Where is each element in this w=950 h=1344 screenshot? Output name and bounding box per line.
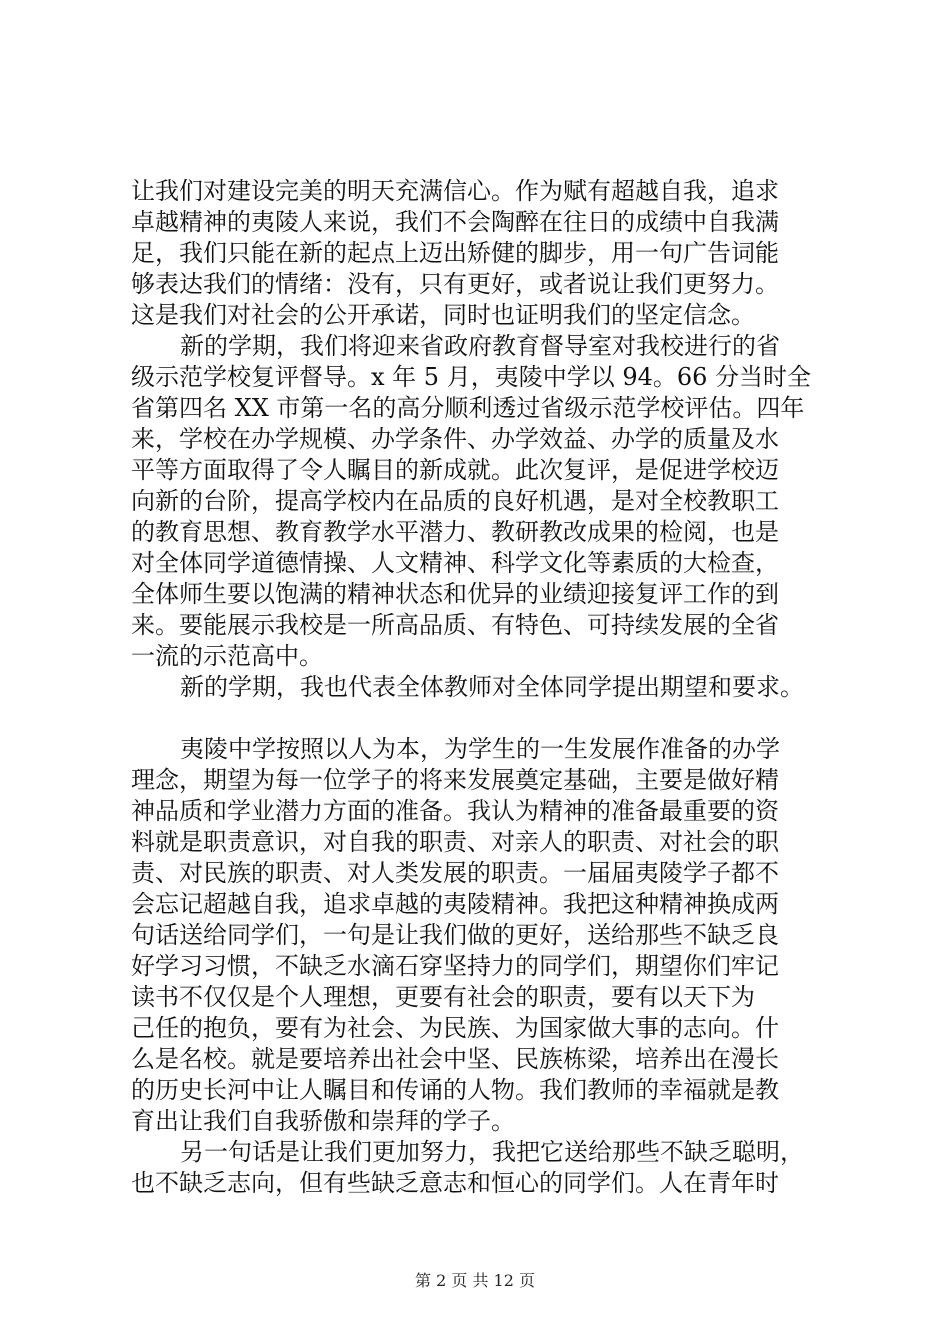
text-line: 这是我们对社会的公开承诺，同时也证明我们的坚定信念。 (131, 301, 755, 329)
text-line: 另一句话是让我们更加努力，我把它送给那些不缺乏聪明， (180, 1138, 804, 1166)
text-line: 卓越精神的夷陵人来说，我们不会陶醉在往日的成绩中自我满 (131, 208, 779, 236)
text-line: 省第四名 XX 市第一名的高分顺利透过省级示范学校评估。四年 (131, 394, 805, 422)
text-line: 够表达我们的情绪：没有，只有更好，或者说让我们更努力。 (131, 270, 779, 298)
text-line: 读书不仅仅是个人理想，更要有社会的职责，要有以天下为 (131, 983, 755, 1011)
text-line: 对全体同学道德情操、人文精神、科学文化等素质的大检查， (131, 549, 779, 577)
text-line: 好学习习惯，不缺乏水滴石穿坚持力的同学们，期望你们牢记 (131, 952, 779, 980)
text-line: 己任的抱负，要有为社会、为民族、为国家做大事的志向。什 (131, 1014, 779, 1042)
text-line: 向新的台阶，提高学校内在品质的良好机遇，是对全校教职工 (131, 487, 779, 515)
blank-line (131, 703, 831, 734)
text-line: 会忘记超越自我，追求卓越的夷陵精神。我把这种精神换成两 (131, 890, 779, 918)
text-line: 新的学期，我们将迎来省政府教育督导室对我校进行的省 (180, 332, 780, 360)
document-body (131, 176, 831, 1199)
text-line: 来，学校在办学规模、办学条件、办学效益、办学的质量及水 (131, 425, 779, 453)
text-line: 的教育思想、教育教学水平潜力、教研教改成果的检阅，也是 (131, 518, 779, 546)
text-line: 来。要能展示我校是一所高品质、有特色、可持续发展的全省 (131, 611, 779, 639)
text-line: 足，我们只能在新的起点上迈出矫健的脚步，用一句广告词能 (131, 239, 779, 267)
text-line: 夷陵中学按照以人为本，为学生的一生发展作准备的办学 (180, 735, 780, 763)
text-line: 平等方面取得了令人瞩目的新成就。此次复评，是促进学校迈 (131, 456, 779, 484)
text-line: 神品质和学业潜力方面的准备。我认为精神的准备最重要的资 (131, 797, 779, 825)
text-line: 新的学期，我也代表全体教师对全体同学提出期望和要求。 (180, 673, 804, 701)
page-footer: 第 2 页 共 12 页 (415, 1271, 535, 1290)
text-line: 全体师生要以饱满的精神状态和优异的业绩迎接复评工作的到 (131, 580, 779, 608)
text-line: 让我们对建设完美的明天充满信心。作为赋有超越自我，追求 (131, 177, 779, 205)
text-line: 也不缺乏志向，但有些缺乏意志和恒心的同学们。人在青年时 (131, 1169, 779, 1197)
text-line: 么是名校。就是要培养出社会中坚、民族栋梁，培养出在漫长 (131, 1045, 779, 1073)
text-line: 的历史长河中让人瞩目和传诵的人物。我们教师的幸福就是教 (131, 1076, 779, 1104)
text-line: 级示范学校复评督导。x 年 5 月，夷陵中学以 94。66 分当时全 (131, 363, 812, 391)
text-line: 育出让我们自我骄傲和崇拜的学子。 (131, 1107, 515, 1135)
text-line: 理念，期望为每一位学子的将来发展奠定基础，主要是做好精 (131, 766, 779, 794)
text-line: 句话送给同学们，一句是让我们做的更好，送给那些不缺乏良 (131, 921, 779, 949)
text-line: 责、对民族的职责、对人类发展的职责。一届届夷陵学子都不 (131, 859, 779, 887)
text-line: 一流的示范高中。 (131, 642, 323, 670)
text-line: 料就是职责意识，对自我的职责、对亲人的职责、对社会的职 (131, 828, 779, 856)
